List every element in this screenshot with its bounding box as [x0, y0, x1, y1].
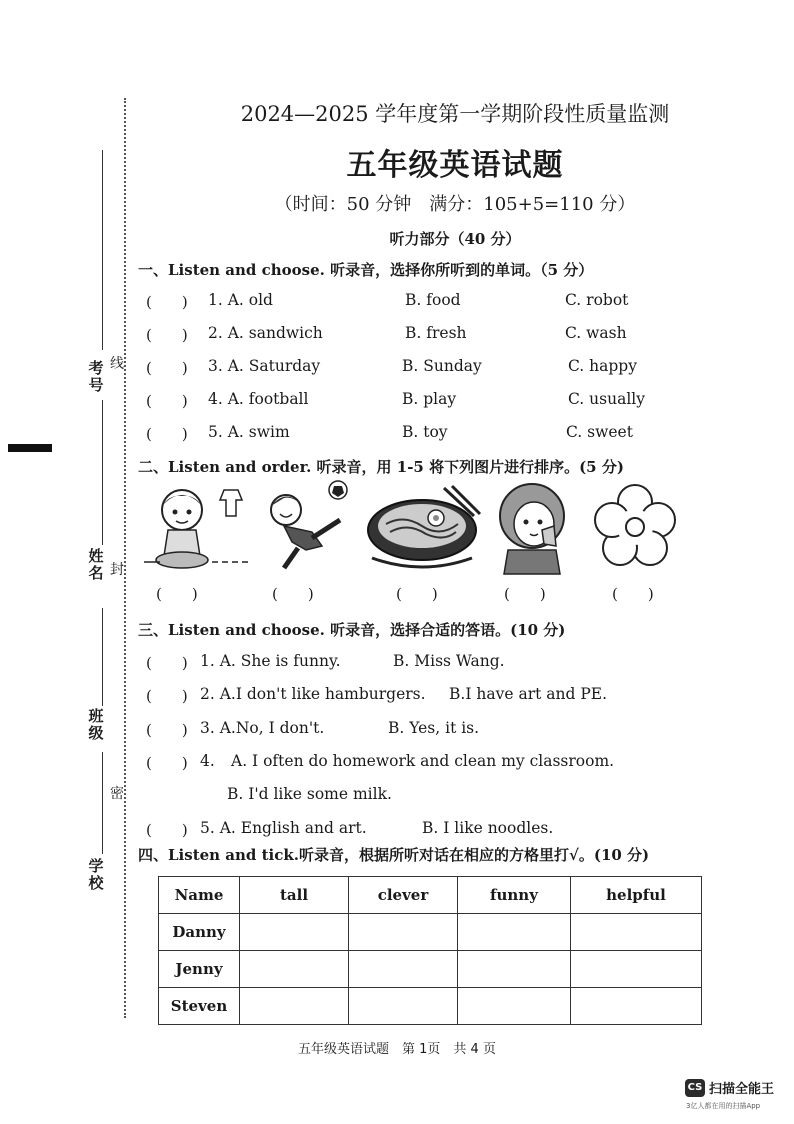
option-b: B. play	[402, 390, 457, 408]
column-header: helpful	[571, 877, 702, 914]
camscanner-watermark: 扫描全能王	[709, 1082, 775, 1097]
noodles-picture	[364, 480, 484, 576]
exam-time-score: （时间：50 分钟 满分：105+5=110 分）	[274, 194, 636, 215]
column-header: funny	[458, 877, 571, 914]
column-header: Name	[159, 877, 240, 914]
class-label: 班级	[88, 707, 104, 742]
camscanner-tagline: 3亿人都在用的扫描App	[686, 1102, 761, 1110]
exam-no-label: 考号	[88, 359, 104, 394]
tick-cell[interactable]	[349, 914, 458, 951]
page-footer: 五年级英语试题 第 1页 共 4 页	[298, 1042, 496, 1057]
tick-cell[interactable]	[240, 988, 349, 1025]
camscanner-logo-icon: CS	[685, 1079, 705, 1097]
exam-no-underline	[102, 150, 103, 350]
tick-cell[interactable]	[571, 914, 702, 951]
shy-girl-picture	[494, 480, 572, 576]
answer-blank[interactable]: ( )	[146, 754, 188, 772]
answer-blank[interactable]: ( )	[146, 293, 188, 311]
q3-option-b: B. Yes, it is.	[388, 719, 480, 737]
option-c: C. robot	[565, 291, 629, 309]
q5-option-b: B. I like noodles.	[422, 819, 554, 837]
option-a: 5. A. swim	[208, 423, 290, 441]
table-row	[159, 951, 702, 988]
q5-option-a: 5. A. English and art.	[200, 819, 367, 837]
row-name: Steven	[159, 988, 240, 1025]
tick-cell[interactable]	[571, 951, 702, 988]
row-name: Jenny	[159, 951, 240, 988]
picture-5-blank[interactable]: ( )	[612, 585, 654, 603]
option-c: C. sweet	[566, 423, 633, 441]
tick-cell[interactable]	[571, 988, 702, 1025]
option-b: B. food	[405, 291, 461, 309]
fold-seal-label: 封	[110, 562, 124, 578]
picture-2-blank[interactable]: ( )	[272, 585, 314, 603]
tick-cell[interactable]	[240, 951, 349, 988]
tick-table	[158, 876, 702, 1025]
option-b: B. Sunday	[402, 357, 482, 375]
listening-part-title: 听力部分（40 分）	[389, 230, 521, 248]
q3-option-a: 3. A.No, I don't.	[200, 719, 325, 737]
section4-heading: 四、Listen and tick.听录音，根据所听对话在相应的方格里打√。(10 分)	[138, 846, 650, 864]
tick-cell[interactable]	[349, 951, 458, 988]
fold-close-label: 密	[110, 786, 124, 802]
option-c: C. usually	[568, 390, 645, 408]
q4-number: 4.	[200, 752, 215, 770]
column-header: tall	[240, 877, 349, 914]
q4-option-a: A. I often do homework and clean my classroom.	[231, 752, 615, 770]
class-underline	[102, 608, 103, 706]
section3-heading: 三、Listen and choose. 听录音，选择合适的答语。(10 分)	[138, 621, 566, 639]
exam-title: 五年级英语试题	[346, 148, 564, 183]
row-name: Danny	[159, 914, 240, 951]
answer-blank[interactable]: ( )	[146, 687, 188, 705]
table-row	[159, 914, 702, 951]
washing-clothes-picture	[142, 480, 254, 576]
option-c: C. wash	[565, 324, 627, 342]
q2-option-b: B.I have art and PE.	[449, 685, 607, 703]
q1-option-b: B. Miss Wang.	[393, 652, 505, 670]
registration-mark	[8, 444, 52, 452]
school-underline	[102, 752, 103, 854]
column-header: clever	[349, 877, 458, 914]
binding-dotted-line	[124, 98, 126, 1018]
picture-1-blank[interactable]: ( )	[156, 585, 198, 603]
picture-4-blank[interactable]: ( )	[504, 585, 546, 603]
answer-blank[interactable]: ( )	[146, 392, 188, 410]
option-a: 1. A. old	[208, 291, 273, 309]
q1-option-a: 1. A. She is funny.	[200, 652, 341, 670]
option-a: 2. A. sandwich	[208, 324, 323, 342]
answer-blank[interactable]: ( )	[146, 425, 188, 443]
name-label: 姓名	[88, 547, 104, 582]
table-row	[159, 988, 702, 1025]
flower-picture	[594, 480, 676, 576]
tick-cell[interactable]	[240, 914, 349, 951]
option-c: C. happy	[568, 357, 637, 375]
tick-cell[interactable]	[349, 988, 458, 1025]
tick-cell[interactable]	[458, 914, 571, 951]
football-boy-picture	[262, 480, 356, 576]
option-a: 3. A. Saturday	[208, 357, 321, 375]
q4-option-b: B. I'd like some milk.	[227, 785, 392, 803]
tick-cell[interactable]	[458, 988, 571, 1025]
tick-cell[interactable]	[458, 951, 571, 988]
school-label: 学校	[88, 857, 104, 892]
option-b: B. toy	[402, 423, 448, 441]
q2-option-a: 2. A.I don't like hamburgers.	[200, 685, 426, 703]
answer-blank[interactable]: ( )	[146, 326, 188, 344]
answer-blank[interactable]: ( )	[146, 359, 188, 377]
name-underline	[102, 400, 103, 545]
picture-3-blank[interactable]: ( )	[396, 585, 438, 603]
fold-line-label: 线	[110, 356, 124, 372]
answer-blank[interactable]: ( )	[146, 721, 188, 739]
term-title: 2024—2025 学年度第一学期阶段性质量监测	[240, 102, 670, 126]
section1-heading: 一、Listen and choose. 听录音，选择你所听到的单词。（5 分）	[138, 261, 594, 279]
option-a: 4. A. football	[208, 390, 309, 408]
answer-blank[interactable]: ( )	[146, 821, 188, 839]
answer-blank[interactable]: ( )	[146, 654, 188, 672]
table-header-row	[159, 877, 702, 914]
option-b: B. fresh	[405, 324, 467, 342]
section2-heading: 二、Listen and order. 听录音，用 1-5 将下列图片进行排序。(5 分)	[138, 458, 624, 476]
